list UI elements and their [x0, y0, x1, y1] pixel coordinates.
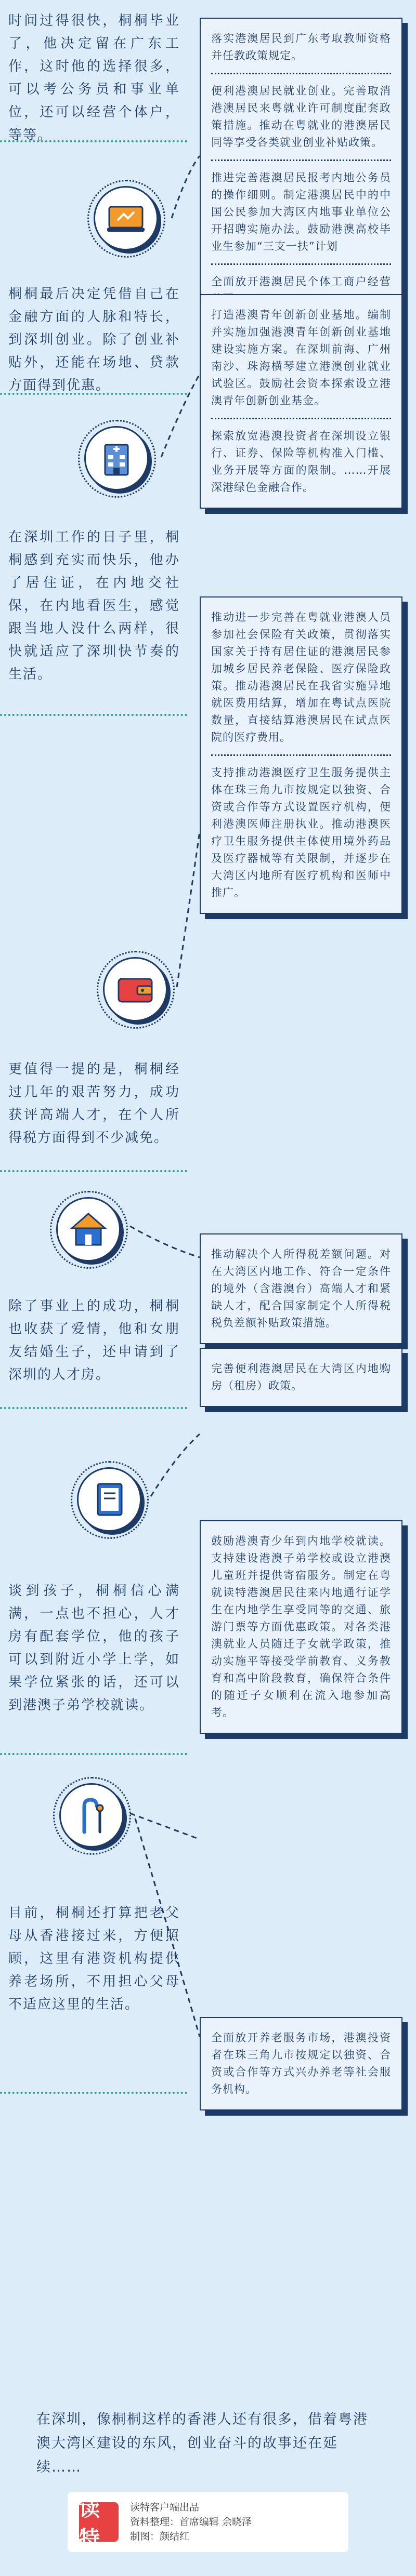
policy-paragraph: 便利港澳居民就业创业。完善取消港澳居民来粤就业许可制度配套政策措施。推动在粤就业的港澳居民同等享受各类就业创业补贴政策。 — [211, 85, 391, 149]
policy-paragraph: 落实港澳居民到广东考取教师资格并任教政策规定。 — [211, 32, 391, 62]
credits-block — [130, 2500, 252, 2544]
credit-editor: 资料整理：首席编辑 余晓泽 — [130, 2516, 252, 2528]
story-text-children-school: 谈到孩子，桐桐信心满满，一点也不担心，人才房有配套学位，他的孩子可以到附近小学上学，如果学位紧张的话，还可以到港澳子弟学校就读。 — [8, 1583, 180, 1713]
policy-paragraph: 推动解决个人所得税差额问题。对在大湾区内地工作、符合一定条件的境外（含港澳台）高端人才和紧缺人才，配合国家制定个人所得税税负差额补贴政策措施。 — [211, 1248, 391, 1329]
story-text-daily-life: 在深圳工作的日子里，桐桐感到充实而快乐，他办了居住证，在内地交社保，在内地看医生，感觉跟当地人没什么两样，很快就适应了深圳快节奏的生活。 — [8, 529, 180, 682]
policy-paragraph: 推进完善港澳居民报考内地公务员的操作细则。制定港澳居民中的中国公民参加大湾区内地事业单位公开招聘实施办法。鼓励港澳高校毕业生参加“三支一扶”计划 — [211, 171, 391, 253]
story-text-marriage: 除了事业上的成功，桐桐也收获了爱情，他和女朋友结婚生子，还申请到了深圳的人才房。 — [8, 1298, 180, 1383]
credit-producer: 读特客户端出品 — [130, 2502, 200, 2513]
policy-paragraph: 打造港澳青年创新创业基地。编制并实施加强港澳青年创新创业基地建设实施方案。在深圳前海、广州南沙、珠海横琴建立港澳创业就业试验区。鼓励社会资本探索设立港澳青年创新创业基金。 — [211, 309, 391, 407]
credit-designer: 制图：颜结红 — [130, 2531, 190, 2542]
story-text-career-choice: 时间过得很快，桐桐毕业了，他决定留在广东工作，这时他的选择很多，可以考公务员和事业单位，还可以经营个体户，等等。 — [8, 13, 180, 143]
story-text-tax-relief: 更值得一提的是，桐桐经过几年的艰苦努力，成功获评高端人才，在个人所得税方面得到不少减免。 — [8, 1061, 180, 1146]
dute-logo: 读特 — [79, 2502, 119, 2542]
policy-paragraph: 支持推动港澳医疗卫生服务提供主体在珠三角九市按规定以独资、合资或合作等方式设置医疗机构，便利港澳医师注册执业。推动港澳医疗卫生服务提供主体使用境外药品及医疗器械等有关限制，并逐步在大湾区内地所有医疗机构和医师中推广。 — [211, 766, 391, 899]
policy-paragraph: 全面放开养老服务市场，港澳投资者在珠三角九市按规定以独资、合资或合作等方式兴办养老等社会服务机构。 — [211, 2031, 391, 2095]
policy-paragraph: 全面放开港澳居民个体工商户经营 — [211, 275, 391, 288]
closing-text: 在深圳，像桐桐这样的香港人还有很多，借着粤港澳大湾区建设的东风，创业奋斗的故事还在延续…… — [36, 2411, 368, 2475]
policy-paragraph: 探索放宽港澳投资者在深圳设立银行、证券、保险等机构准入门槛、业务开展等方面的限制。……开展深港绿色金融合作。 — [211, 430, 391, 494]
footer-credits-card — [68, 2492, 348, 2552]
story-text-startup: 桐桐最后决定凭借自己在金融方面的人脉和特长，到深圳创业。除了创业补贴外，还能在场地、贷款方面得到优惠。 — [8, 286, 180, 393]
policy-paragraph: 推动进一步完善在粤就业港澳人员参加社会保险有关政策，贯彻落实国家关于持有居住证的港澳居民参加城乡居民养老保险、医疗保险政策。推动港澳居民在我省实施异地就医费用结算，增加在粤试点医院数量，直接结算港澳居民在试点医院的医疗费用。 — [211, 611, 391, 743]
policy-paragraph: 鼓励港澳青少年到内地学校就读。支持建设港澳子弟学校或设立港澳儿童班并提供寄宿服务。制定在粤就读特港澳居民往来内地通行证学生在内地学生享受同等的交通、旅游门票等方面优惠政策。对各类港澳就业人员随迁子女就学政策，推动实施平等接受学前教育、义务教育和高中阶段教育，确保符合条件的随迁子女顺利在流入地参加高考。 — [211, 1535, 391, 1719]
policy-paragraph: 完善便利港澳居民在大湾区内地购房（租房）政策。 — [211, 1362, 391, 1392]
story-text-elderly-care: 目前，桐桐还打算把老父母从香港接过来，方便照顾，这里有港资机构提供养老场所，不用担心父母不适应这里的生活。 — [8, 1905, 180, 2012]
